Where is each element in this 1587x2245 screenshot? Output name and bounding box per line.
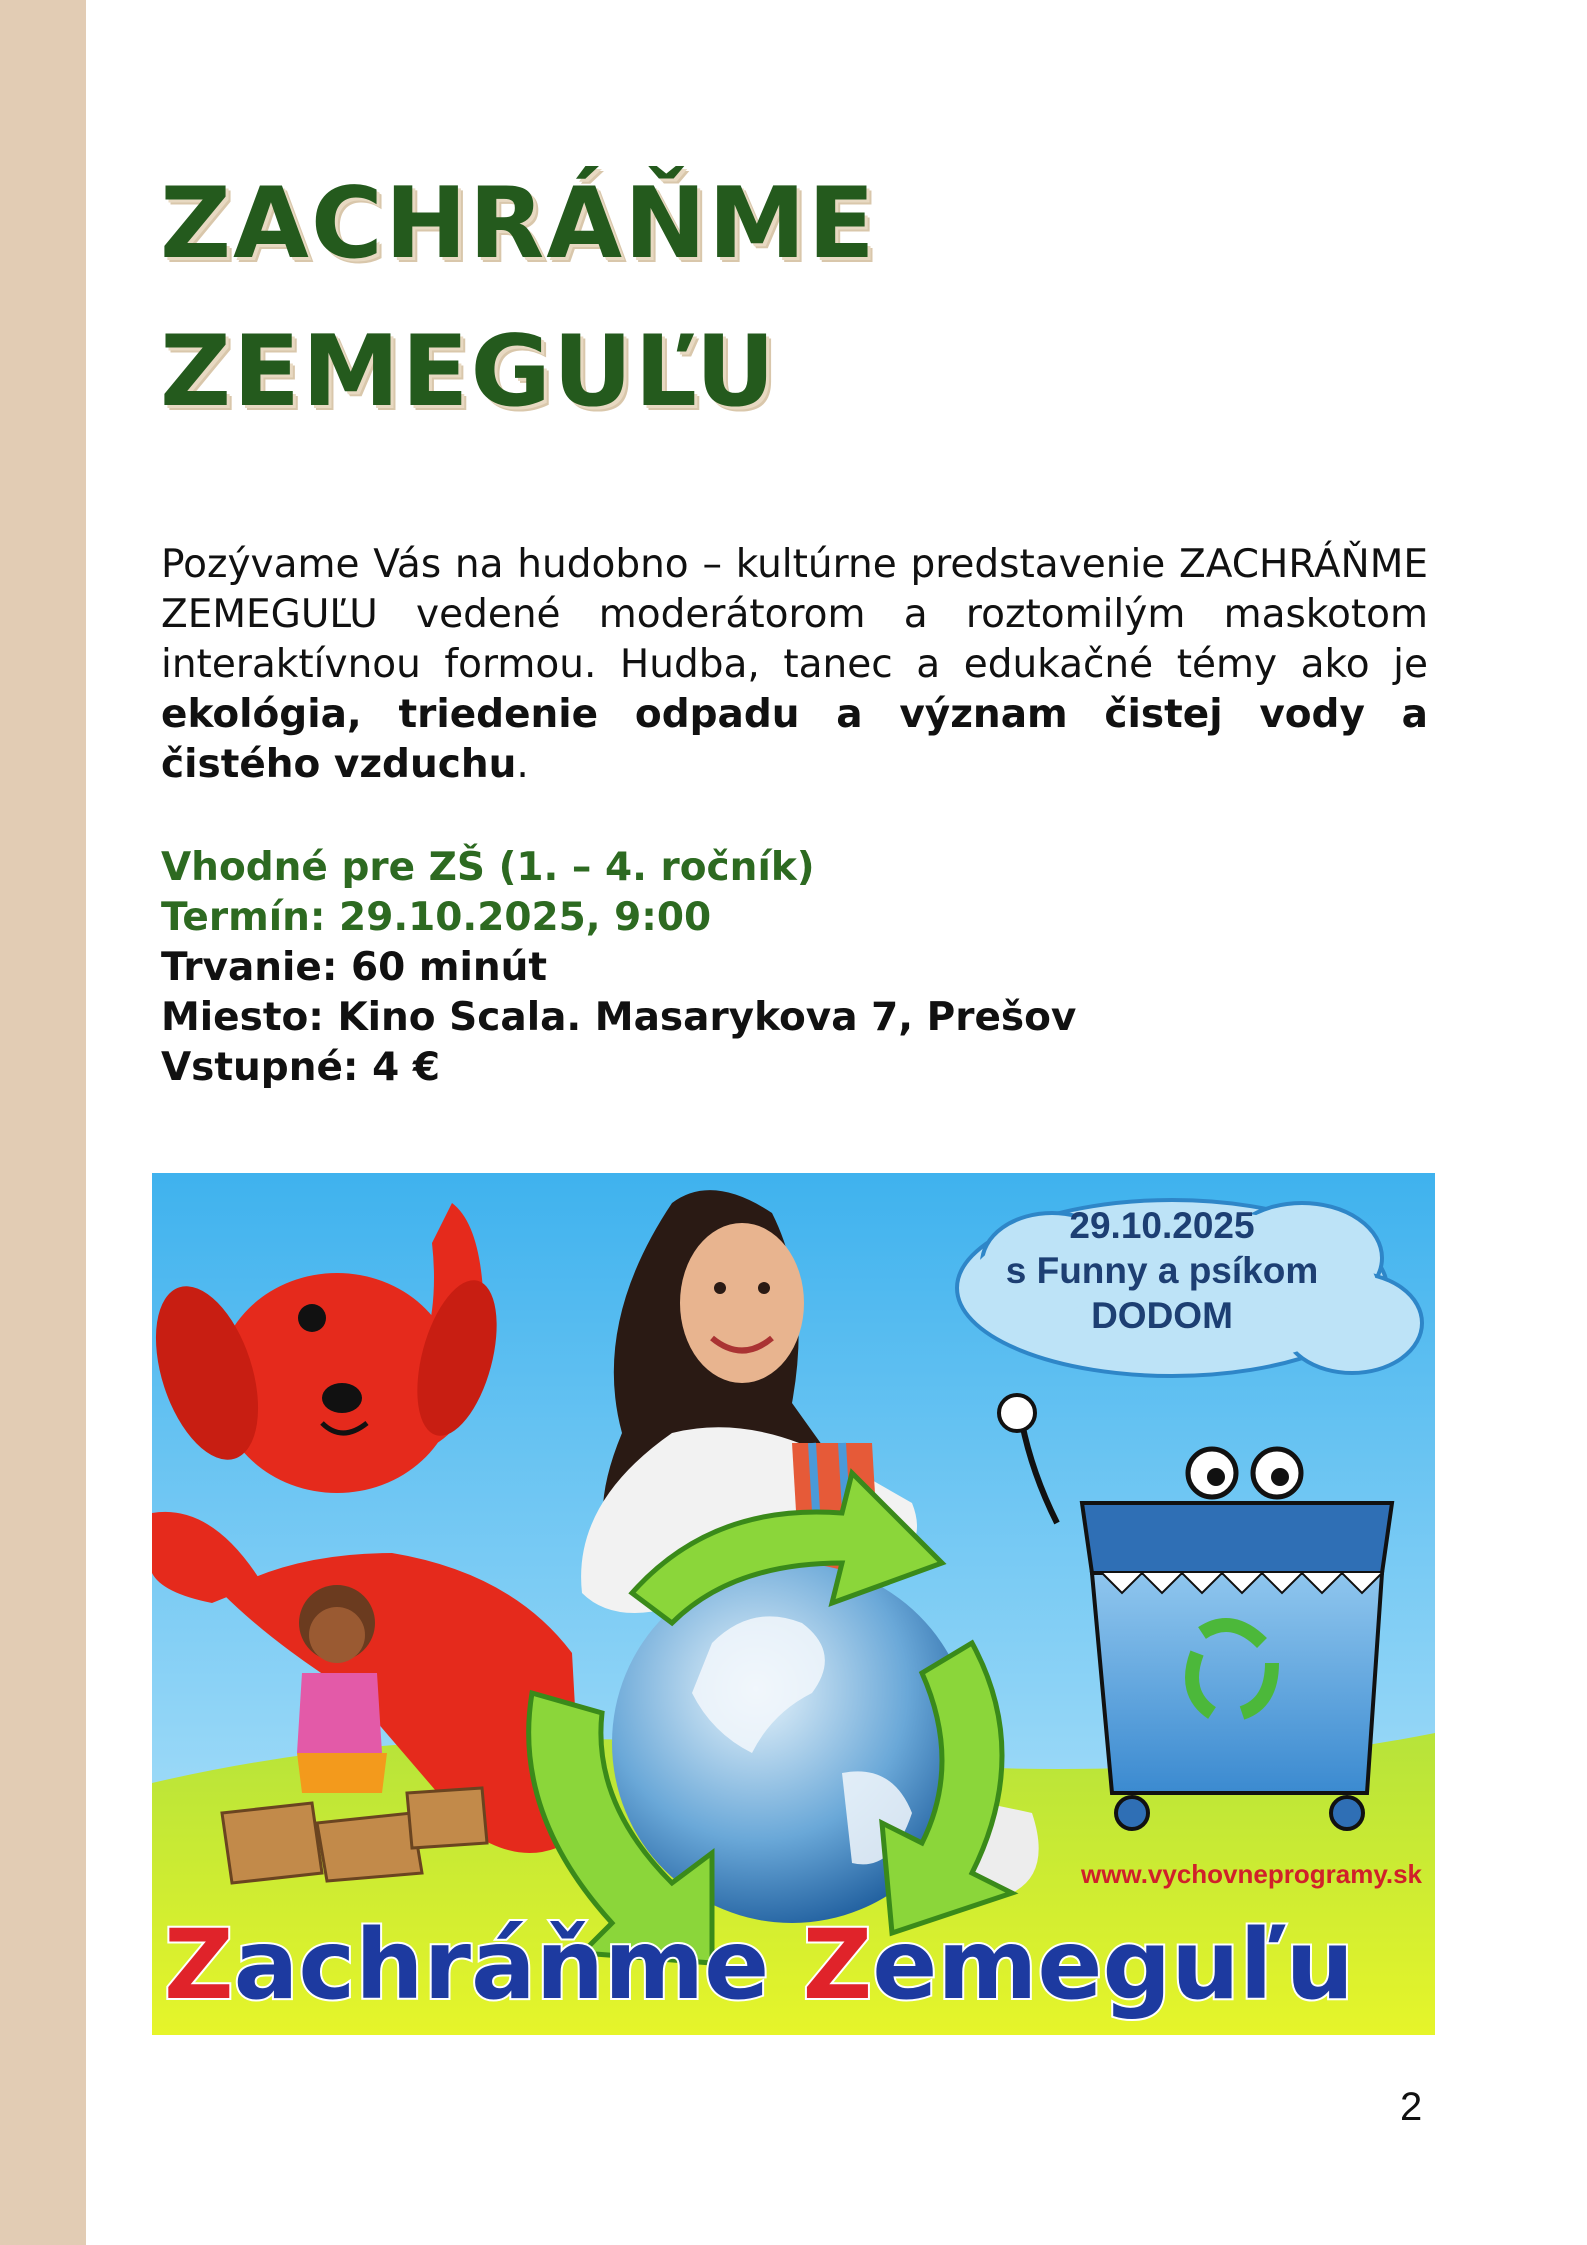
page-title bbox=[160, 150, 877, 446]
banner-z2: Z bbox=[802, 1909, 873, 2021]
suitable-line: Vhodné pre ZŠ (1. – 4. ročník) bbox=[161, 845, 815, 890]
cloud-subtitle: s Funny a psíkom bbox=[1005, 1250, 1319, 1291]
intro-bold-text: ekológia, triedenie odpadu a význam čistej vody a čistého vzduchu bbox=[161, 692, 1428, 787]
event-details bbox=[161, 843, 1076, 1093]
banner-rest2: emeguľu bbox=[872, 1909, 1354, 2021]
poster-illustration bbox=[152, 1173, 1435, 2035]
term-line: Termín: 29.10.2025, 9:00 bbox=[161, 895, 712, 940]
poster-website: www.vychovneprogramy.sk bbox=[1080, 1859, 1422, 1889]
poster-banner-text bbox=[164, 1909, 1354, 2021]
price-line: Vstupné: 4 € bbox=[161, 1045, 440, 1090]
event-poster bbox=[152, 1173, 1435, 2035]
banner-z1: Z bbox=[164, 1909, 234, 2021]
cloud-name: DODOM bbox=[1091, 1295, 1233, 1336]
duration-line: Trvanie: 60 minút bbox=[161, 945, 548, 990]
intro-text: Pozývame Vás na hudobno – kultúrne predstavenie ZACHRÁŇME ZEMEGUĽU vedené moderátorom a roztomilým maskotom interaktívnou formou. Hudba, tanec a edukačné témy ako je bbox=[161, 542, 1428, 687]
cloud-date: 29.10.2025 bbox=[1069, 1205, 1255, 1246]
intro-paragraph bbox=[161, 540, 1428, 790]
title-line-1: ZACHRÁŇME bbox=[160, 167, 877, 281]
page-number: 2 bbox=[1400, 2085, 1423, 2129]
place-line: Miesto: Kino Scala. Masarykova 7, Prešov bbox=[161, 995, 1077, 1040]
side-strip bbox=[0, 0, 86, 2245]
intro-end: . bbox=[516, 742, 529, 787]
title-line-2: ZEMEGUĽU bbox=[160, 315, 778, 429]
banner-rest1: achráňme bbox=[233, 1909, 803, 2021]
